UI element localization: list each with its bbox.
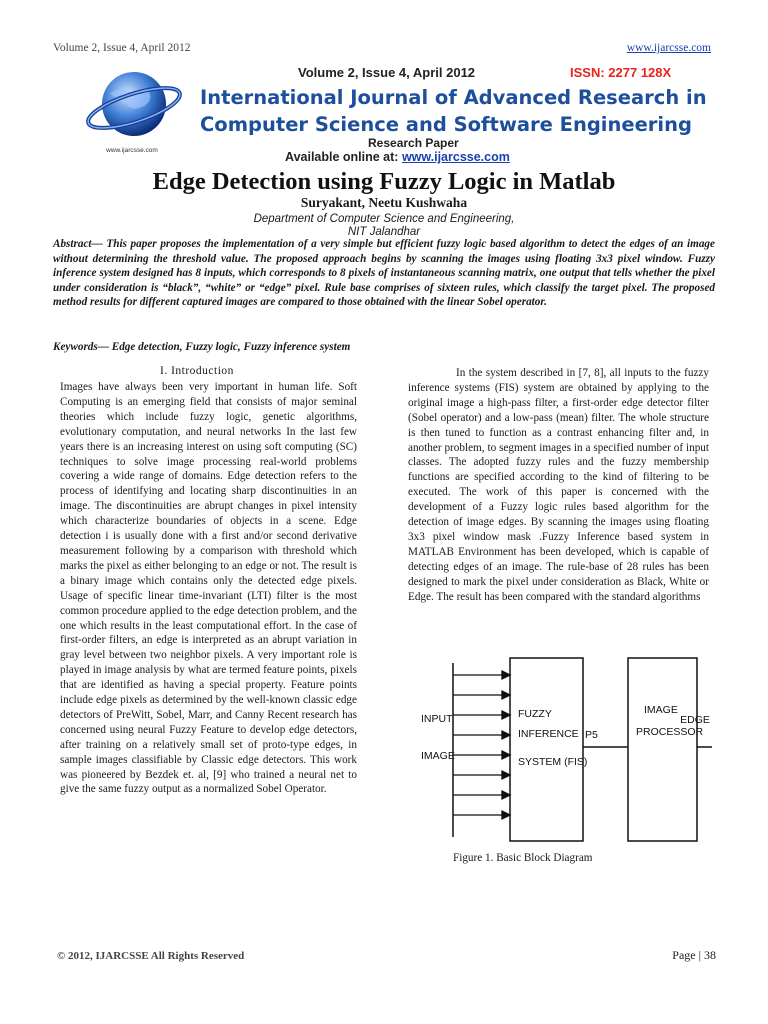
paper-title: Edge Detection using Fuzzy Logic in Matlab: [152, 168, 616, 195]
image-processor-block: [628, 658, 697, 841]
intro-right-column: In the system described in [7, 8], all inputs to the fuzzy inference systems (FIS) system are obtained by applying to the original image a high-pass filter, a first-order edge detector filter (Sobel operator) and a low-pass (mean) filter. The whole structure is then tuned to function as a contrast enhancing filter and, in another problem, to segment images in a specified number of input classes. The adopted fuzzy rules and the fuzzy membership functions are specified according to the kind of filtering to be executed. The work of this paper is concerned with the development of a Fuzzy logic rules based algorithm for the detection of image edges. By scanning the images using floating 3x3 pixel window mask .Fuzzy Inference based system in MATLAB Environment has been developed, which is capable of detecting edges of an image. The rule-base of 28 rules has been designed to mark the pixel under consideration as Black, White or Edge. The result has been compared with the standard algorithms: [408, 367, 709, 603]
abstract: Abstract— This paper proposes the implementation of a very simple but efficient fuzzy logic based algorithm to detect the edges of an image without determining the threshold value. The proposed approach begins by scanning the images using floating 3x3 pixel window. Fuzzy inference system designed has 8 inputs, which corresponds to 8 pixels of instantaneous scanning matrix, one output that tells whether the pixel under consideration is “black”, “white” or “edge” pixel. Rule base comprises of sixteen rules, which classify the target pixel. The proposed method results for different captured images are compared to those obtained with the linear Sobel operator.: [53, 238, 715, 309]
p5-label: P5: [585, 729, 598, 741]
available-url-link[interactable]: www.ijarcsse.com: [401, 150, 510, 164]
footer-page-number: Page | 38: [672, 948, 716, 962]
fis-label-line3: SYSTEM (FIS): [518, 756, 588, 768]
processor-label-line1: IMAGE: [644, 704, 678, 716]
journal-name-line2: Computer Science and Software Engineering: [200, 113, 692, 136]
input-label: INPUT: [421, 713, 453, 725]
footer-copyright: © 2012, IJARCSSE All Rights Reserved: [57, 950, 245, 962]
section-heading-introduction: I. Introduction: [160, 365, 234, 377]
paper-authors: Suryakant, Neetu Kushwaha: [300, 195, 468, 210]
fis-block: [510, 658, 583, 841]
fis-label-line2: INFERENCE: [518, 728, 579, 740]
processor-label-line2: PROCESSOR: [636, 726, 704, 738]
available-prefix: Available online at:: [285, 150, 402, 164]
masthead-volume: Volume 2, Issue 4, April 2012: [298, 65, 476, 80]
figure-caption: Figure 1. Basic Block Diagram: [453, 852, 593, 864]
input-arrows: [453, 671, 510, 819]
journal-name: [200, 84, 720, 138]
affiliation-institution: NIT Jalandhar: [347, 226, 421, 238]
affiliation-department: Department of Computer Science and Engineering,: [253, 213, 515, 225]
keywords: Keywords— Edge detection, Fuzzy logic, Fuzzy inference system: [53, 341, 351, 353]
affiliation: [0, 213, 768, 239]
logo-url-text: www.ijarcsse.com: [106, 147, 158, 154]
figure-block-diagram: [412, 655, 712, 845]
masthead-issn: ISSN: 2277 128X: [570, 65, 672, 80]
edge-label: EDGE: [680, 714, 710, 726]
image-label: IMAGE: [421, 750, 455, 762]
running-header-volume: Volume 2, Issue 4, April 2012: [53, 42, 191, 54]
journal-logo: [82, 60, 190, 156]
available-online: [285, 150, 510, 164]
running-header-url[interactable]: www.ijarcsse.com: [626, 42, 711, 54]
paper-type: Research Paper: [368, 136, 459, 150]
intro-left-column: Images have always been very important in human life. Soft Computing is an emerging field that consists of major seminal theories which include fuzzy logic, genetic algorithms, evolutionary computation, and neural networks In the last few years there is an increasing interest on using soft computing (SC) techniques to solve image processing real-world problems covering a wide range of domains. Edge detection refers to the process of identifying and locating sharp discontinuities in an image. The discontinuities are abrupt changes in pixel intensity which characterize boundaries of objects in a scene. Edge detection i is usually done with a first and/or second derivative measurement following by a comparison with threshold which marks the pixel as either belonging to an edge or not. The result is a binary image which contains only the detected edge pixels. Usage of specific linear time-invariant (LTI) filter is the most common procedure applied to the edge detection problem, and the one which results in the least computational effort. In the case of first-order filters, an edge is interpreted as an abrupt variation in gray level between two neighbor pixels. A very important role is played in image analysis by what are termed feature points, pixels that are identified as having a special property. Feature points include edge pixels as determined by the well-known classic edge detectors of PreWitt, Sobel, Marr, and Canny Recent research has concerned using neural Fuzzy Feature to develop edge detectors, after training on a relatively small set of proto-type edges, in sample images classifiable by Classic edge detectors. This work was pioneered by Bezdek et. al, [9] who trained a neural net to give the same fuzzy output as a normalized Sobel Operator.: [60, 381, 357, 796]
fis-label-line1: FUZZY: [518, 708, 552, 720]
journal-name-line1: International Journal of Advanced Research in: [200, 86, 707, 109]
